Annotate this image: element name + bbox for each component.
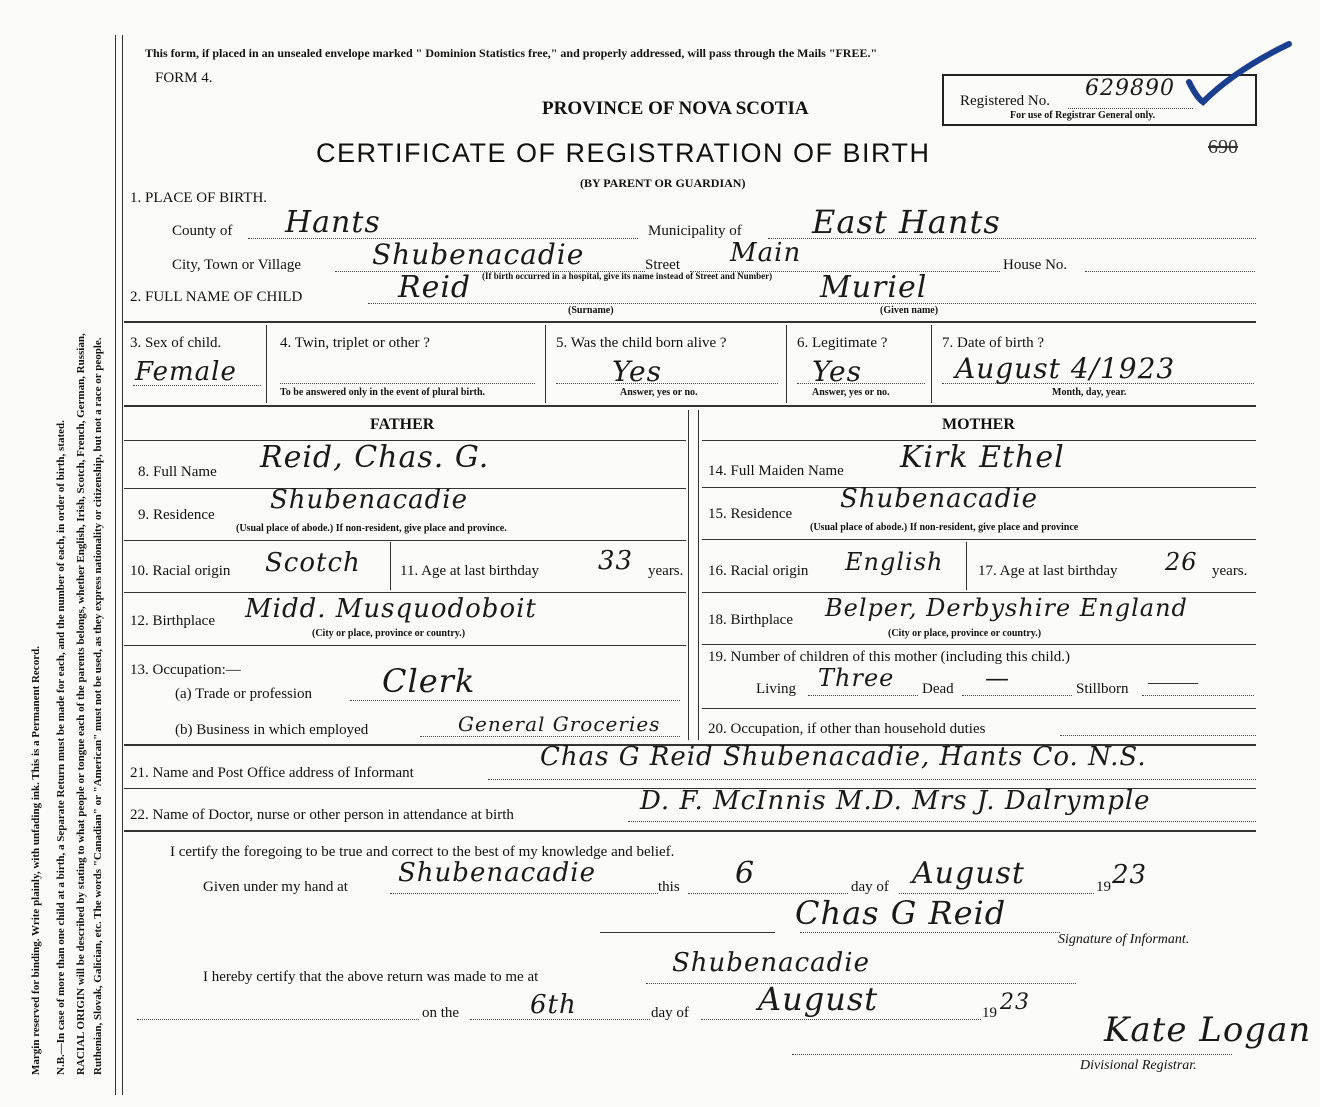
- father-trade-value: Clerk: [382, 662, 476, 700]
- date-of-birth-value: August 4/1923: [955, 352, 1176, 385]
- hospital-note: (If birth occurred in a hospital, give its name instead of Street and Number): [482, 271, 773, 281]
- father-residence-note: (Usual place of abode.) If non-resident, give place and province.: [236, 523, 507, 534]
- house-number-label: House No.: [1003, 257, 1068, 273]
- legitimate-note: Answer, yes or no.: [812, 387, 890, 398]
- dead-label: Dead: [922, 681, 954, 697]
- mother-birthplace-label: 18. Birthplace: [708, 612, 793, 628]
- informant-signature: Chas G Reid: [795, 894, 1007, 932]
- given-day-value: 6: [735, 856, 756, 891]
- registrar-month-value: August: [758, 980, 879, 1018]
- certify-text: I certify the foregoing to be true and correct to the best of my knowledge and belief.: [170, 844, 675, 860]
- informant-value: Chas G Reid Shubenacadie, Hants Co. N.S.: [540, 742, 1147, 772]
- mother-racial-origin-label: 16. Racial origin: [708, 563, 809, 579]
- doctor-label: 22. Name of Doctor, nurse or other person in attendance at birth: [130, 807, 514, 823]
- province-heading: PROVINCE OF NOVA SCOTIA: [542, 98, 809, 119]
- father-name-label: 8. Full Name: [138, 464, 217, 480]
- city-value: Shubenacadie: [372, 238, 585, 271]
- mother-racial-origin-value: English: [845, 548, 944, 576]
- municipality-label: Municipality of: [648, 223, 742, 239]
- living-label: Living: [756, 681, 796, 697]
- twin-label: 4. Twin, triplet or other ?: [280, 335, 430, 351]
- father-occupation-label: 13. Occupation:—: [130, 662, 241, 678]
- place-of-birth-label: 1. PLACE OF BIRTH.: [130, 190, 268, 206]
- father-trade-label: (a) Trade or profession: [175, 686, 313, 702]
- father-racial-origin-value: Scotch: [265, 548, 361, 578]
- page-subtitle: (BY PARENT OR GUARDIAN): [580, 176, 746, 190]
- registrar-year-value: 23: [1000, 990, 1030, 1015]
- mother-name-value: Kirk Ethel: [900, 440, 1065, 475]
- postal-notice: This form, if placed in an unsealed envelope marked " Dominion Statistics free," and properly addressed, will pass through the Mails "FREE.": [145, 46, 878, 60]
- father-birthplace-value: Midd. Musquodoboit: [245, 594, 537, 624]
- born-alive-value: Yes: [612, 355, 662, 388]
- father-heading: FATHER: [370, 416, 435, 433]
- father-birthplace-note: (City or place, province or country.): [312, 628, 466, 639]
- mother-occupation-label: 20. Occupation, if other than household duties: [708, 721, 986, 737]
- margin-border-inner: [122, 35, 123, 1095]
- doctor-value: D. F. McInnis M.D. Mrs J. Dalrymple: [640, 786, 1151, 816]
- on-the-label: on the: [422, 1005, 460, 1021]
- mother-age-value: 26: [1165, 548, 1198, 576]
- mother-residence-value: Shubenacadie: [840, 484, 1038, 514]
- registered-number: 629890: [1085, 76, 1175, 101]
- page-title: CERTIFICATE OF REGISTRATION OF BIRTH: [316, 138, 931, 168]
- registrar-note: For use of Registrar General only.: [1010, 110, 1156, 121]
- registrar-year-prefix: 19: [982, 1005, 997, 1021]
- father-age-label: 11. Age at last birthday: [400, 563, 539, 579]
- stillborn-label: Stillborn: [1076, 681, 1129, 697]
- mother-birthplace-note: (City or place, province or country.): [888, 628, 1042, 639]
- street-label: Street: [645, 257, 680, 273]
- informant-label: 21. Name and Post Office address of Informant: [130, 765, 414, 781]
- given-year-prefix: 19: [1096, 879, 1111, 895]
- margin-note-racial-origin-1: RACIAL ORIGIN will be described by stating to what people or tongue each of the parents belongs, whether English, Irish, Scotch, French, German, Russian,: [75, 333, 87, 1075]
- mother-name-label: 14. Full Maiden Name: [708, 463, 844, 479]
- registrar-certify-text: I hereby certify that the above return was made to me at: [203, 969, 539, 985]
- legitimate-label: 6. Legitimate ?: [797, 335, 888, 351]
- given-place-value: Shubenacadie: [398, 858, 596, 888]
- stillborn-dash: [1148, 683, 1198, 684]
- given-under-label: Given under my hand at: [203, 879, 348, 895]
- sex-label: 3. Sex of child.: [130, 335, 222, 351]
- born-alive-label: 5. Was the child born alive ?: [556, 335, 727, 351]
- born-alive-note: Answer, yes or no.: [620, 387, 698, 398]
- city-label: City, Town or Village: [172, 257, 302, 273]
- municipality-value: East Hants: [812, 203, 1001, 241]
- surname-note: (Surname): [568, 305, 614, 316]
- mother-heading: MOTHER: [942, 416, 1015, 433]
- registrar-day-of-label: day of: [651, 1005, 689, 1021]
- mother-residence-note: (Usual place of abode.) If non-resident, give place and province: [810, 522, 1079, 533]
- father-age-unit: years.: [648, 563, 684, 579]
- county-label: County of: [172, 223, 233, 239]
- informant-signature-label: Signature of Informant.: [1058, 932, 1190, 947]
- date-of-birth-note: Month, day, year.: [1052, 387, 1127, 398]
- father-birthplace-label: 12. Birthplace: [130, 613, 215, 629]
- father-age-value: 33: [598, 546, 634, 576]
- mother-birthplace-value: Belper, Derbyshire England: [825, 594, 1188, 622]
- father-business-label: (b) Business in which employed: [175, 722, 369, 738]
- father-business-value: General Groceries: [458, 712, 661, 736]
- street-value: Main: [730, 238, 802, 268]
- mother-age-label: 17. Age at last birthday: [978, 563, 1118, 579]
- legitimate-value: Yes: [812, 355, 862, 388]
- registrar-day-value: 6th: [530, 990, 577, 1020]
- registered-label: Registered No.: [960, 93, 1050, 109]
- father-racial-origin-label: 10. Racial origin: [130, 563, 231, 579]
- living-value: Three: [818, 664, 895, 692]
- margin-border-outer: [115, 35, 116, 1095]
- mother-residence-label: 15. Residence: [708, 506, 793, 522]
- mother-children-label: 19. Number of children of this mother (including this child.): [708, 649, 1071, 665]
- father-name-value: Reid, Chas. G.: [260, 440, 490, 475]
- registrar-signature: Kate Logan: [1104, 1010, 1312, 1050]
- given-year-value: 23: [1112, 860, 1148, 890]
- given-month-value: August: [912, 856, 1025, 891]
- date-of-birth-label: 7. Date of birth ?: [942, 335, 1045, 351]
- struck-number: 690: [1208, 136, 1238, 158]
- mother-age-unit: years.: [1212, 563, 1248, 579]
- margin-note-binding: Margin reserved for binding. Write plainly, with unfading ink. This is a Permanent Record.: [30, 646, 42, 1075]
- child-surname-value: Reid: [398, 270, 472, 305]
- form-number: FORM 4.: [155, 70, 213, 86]
- father-residence-label: 9. Residence: [138, 507, 215, 523]
- given-day-of-label: day of: [851, 879, 889, 895]
- sex-value: Female: [135, 357, 237, 387]
- given-name-note: (Given name): [880, 305, 939, 316]
- margin-note-separate-return: N.B.—In case of more than one child at a birth, a Separate Return must be made for each, and the number of each, in order of birth, stated.: [55, 420, 67, 1075]
- twin-note: To be answered only in the event of plural birth.: [280, 387, 486, 398]
- father-residence-value: Shubenacadie: [270, 485, 468, 515]
- registrar-signature-label: Divisional Registrar.: [1080, 1058, 1197, 1073]
- county-value: Hants: [285, 205, 381, 240]
- margin-note-racial-origin-2: Ruthenian, Slovak, Galician, etc. The words "Canadian" or "American" must not be used, as they express nationality or citizenship, but not a race or people.: [92, 337, 104, 1075]
- child-name-label: 2. FULL NAME OF CHILD: [130, 289, 303, 305]
- registrar-place-value: Shubenacadie: [672, 948, 870, 978]
- child-given-name-value: Muriel: [820, 270, 928, 305]
- check-mark-icon: [1185, 40, 1295, 110]
- dead-value: —: [985, 664, 1010, 692]
- this-label: this: [658, 879, 680, 895]
